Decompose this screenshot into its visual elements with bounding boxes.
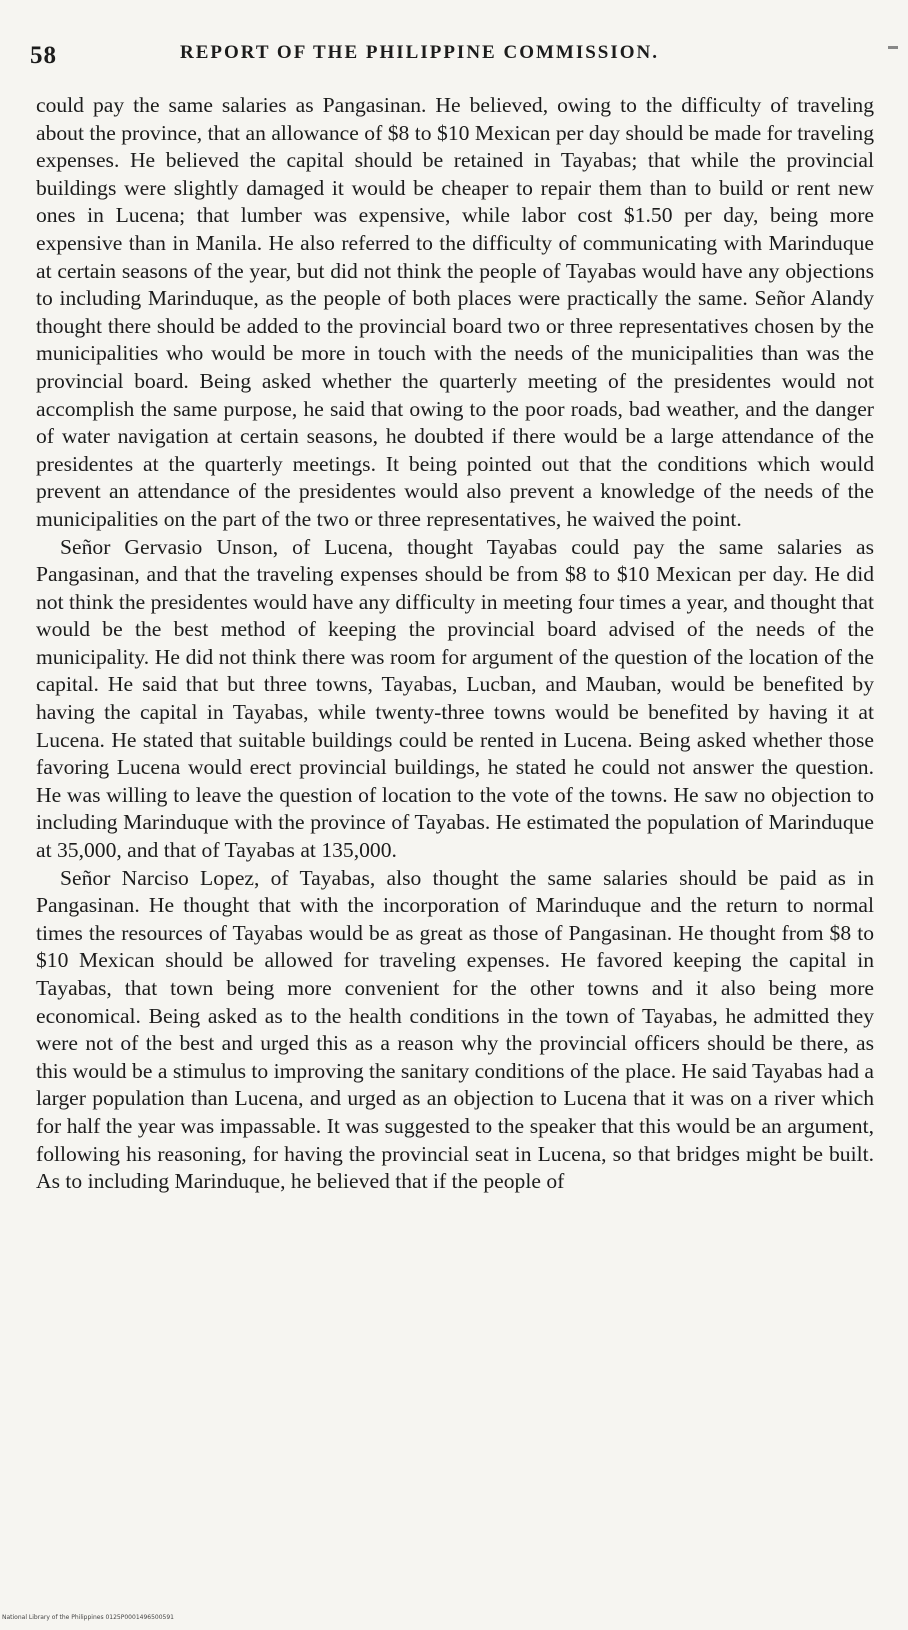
- scan-footer-label: National Library of the Philippines 0125P0001496500591: [2, 1614, 174, 1621]
- paragraph-lopez: Señor Narciso Lopez, of Tayabas, also thought the same salaries should be paid as in Pangasinan. He thought that with the incorporation of Marinduque and the return to normal times the resources of Tayabas would be as great as those of Pangasinan. He thought from $8 to $10 Mexican should be allowed for traveling expenses. He favored keeping the capital in Tayabas, that town being more convenient for the other towns and it also being more economical. Being asked as to the health conditions in the town of Tayabas, he admitted they were not of the best and urged this as a reason why the provincial officers should be there, as this would be a stimulus to improving the sanitary conditions of the place. He said Tayabas had a larger population than Lucena, and urged as an objection to Lucena that it was on a river which for half the year was impassable. It was suggested to the speaker that this would be an argument, following his reasoning, for having the provincial seat in Lucena, so that bridges might be built. As to including Marinduque, he believed that if the people of: [36, 865, 874, 1194]
- page-number: 58: [30, 42, 57, 69]
- paragraph-continued: could pay the same salaries as Pangasinan. He believed, owing to the difficulty of traveling about the province, that an allowance of $8 to $10 Mexican per day should be made for traveling expenses. He believed the capital should be retained in Tayabas; that while the provincial buildings were slightly damaged it would be cheaper to repair them than to build or rent new ones in Lucena; that lumber was expensive, while labor cost $1.50 per day, being more expensive than in Manila. He also referred to the difficulty of communicating with Marinduque at certain seasons of the year, but did not think the people of Tayabas would have any objections to including Marinduque, as the people of both places were practically the same. Señor Alandy thought there should be added to the provincial board two or three representatives chosen by the municipalities who would be more in touch with the needs of the municipalities than was the provincial board. Being asked whether the quarterly meeting of the presidentes would not accomplish the same purpose, he said that owing to the poor roads, bad weather, and the danger of water navigation at certain seasons, he doubted if there would be a large attendance of the presidentes at the quarterly meetings. It being pointed out that the conditions which would prevent an attendance of the presidentes would also prevent a knowledge of the needs of the municipalities on the part of the two or three representatives, he waived the point.: [36, 93, 874, 531]
- running-head: REPORT OF THE PHILIPPINE COMMISSION.: [180, 42, 660, 63]
- scan-edge-mark: [888, 46, 898, 49]
- body-text: [36, 92, 874, 1196]
- paragraph-unson: Señor Gervasio Unson, of Lucena, thought Tayabas could pay the same salaries as Pangasinan, and that the traveling expenses should be from $8 to $10 Mexican per day. He did not think the presidentes would have any difficulty in meeting four times a year, and thought that would be the best method of keeping the provincial board advised of the needs of the municipality. He did not think there was room for argument of the question of the location of the capital. He said that but three towns, Tayabas, Lucban, and Mauban, would be benefited by having the capital in Tayabas, while twenty-three towns would be benefited by having it at Lucena. He stated that suitable buildings could be rented in Lucena. Being asked whether those favoring Lucena would erect provincial buildings, he stated he could not answer the question. He was willing to leave the question of location to the vote of the towns. He saw no objection to including Marinduque with the province of Tayabas. He estimated the population of Marinduque at 35,000, and that of Tayabas at 135,000.: [36, 534, 874, 863]
- page-header: [30, 42, 870, 76]
